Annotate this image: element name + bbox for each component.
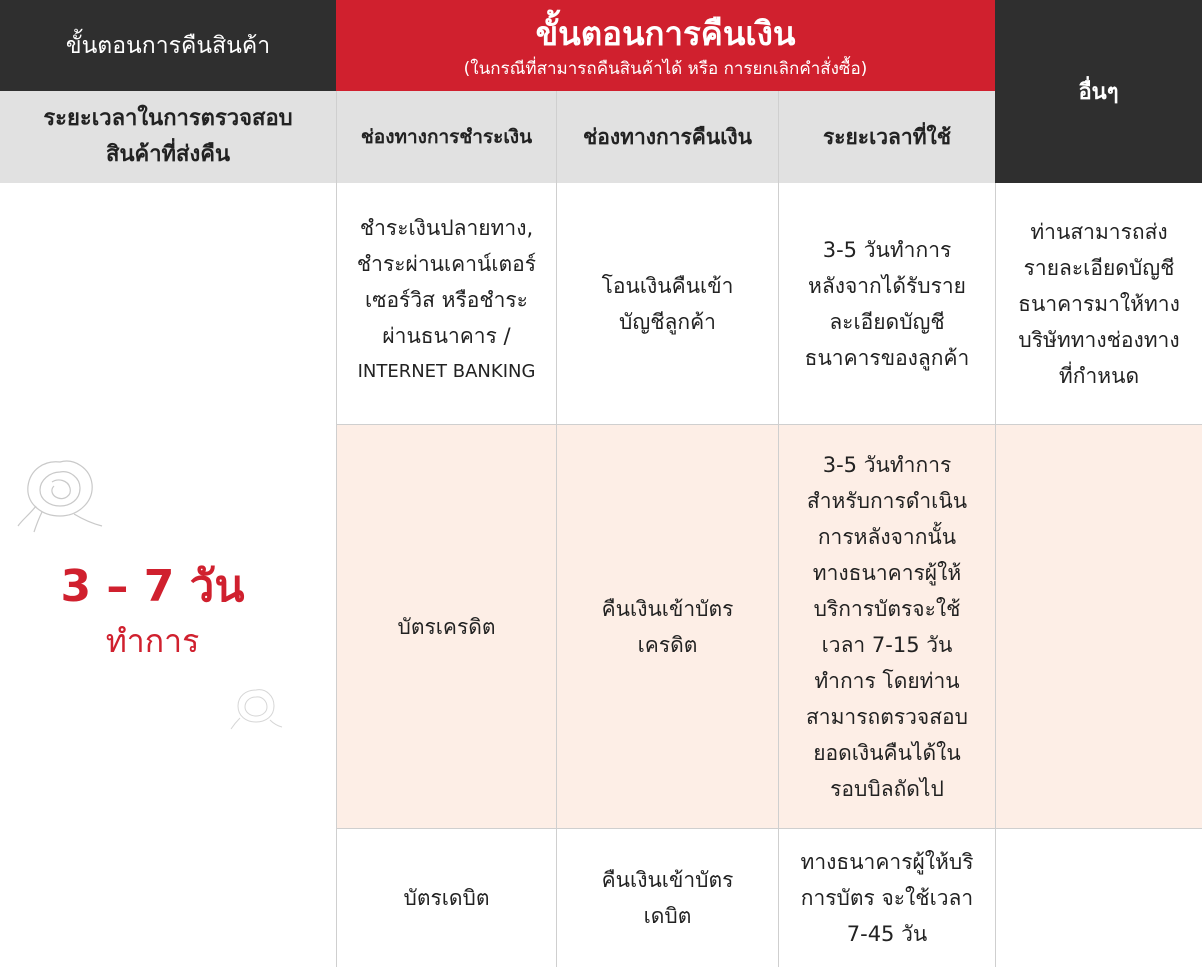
header-product-return-steps-label: ขั้นตอนการคืนสินค้า — [65, 32, 271, 59]
row2-refund: คืนเงินเข้าบัตร เครดิต — [601, 596, 734, 657]
header-refund-steps — [336, 0, 995, 91]
row3-payment: บัตรเดบิต — [403, 886, 490, 910]
row1-payment-text: ชำระเงินปลายทาง, ชำระผ่านเคาน์เตอร์ เซอร์วิส หรือชำระ ผ่านธนาคาร / — [356, 216, 537, 348]
header-other — [995, 0, 1202, 183]
rose-icon-small — [228, 682, 284, 732]
subheader-payment-channel: ช่องทางการชำระเงิน — [337, 91, 556, 183]
row1-refund: โอนเงินคืนเข้า บัญชีลูกค้า — [601, 274, 734, 334]
subheader-time-used: ระยะเวลาที่ใช้ — [779, 91, 995, 183]
inspection-days: 3 – 7 วัน — [60, 561, 245, 612]
subheader-inspection-period: ระยะเวลาในการตรวจสอบ สินค้าที่ส่งคืน — [0, 91, 336, 183]
inspection-unit: ทำการ — [105, 621, 200, 660]
row1-time: 3-5 วันทำการ หลังจากได้รับราย ละเอียดบัญชี ธนาคารของลูกค้า — [804, 238, 970, 370]
row3-time: ทางธนาคารผู้ให้บริ การบัตร จะใช้เวลา 7-45 วัน — [800, 850, 974, 946]
refund-steps-title: ขั้นตอนการคืนเงิน — [535, 13, 796, 53]
row1-payment-extra: INTERNET BANKING — [357, 361, 536, 382]
rose-icon — [12, 450, 108, 536]
row1-other: ท่านสามารถส่ง รายละเอียดบัญชี ธนาคารมาให้ทาง บริษัททางช่องทาง ที่กำหนด — [1018, 220, 1180, 388]
row1-payment — [337, 210, 556, 400]
rose-decoration-large — [12, 450, 108, 536]
row2-time: 3-5 วันทำการ สำหรับการดำเนิน การหลังจากนั้น ทางธนาคารผู้ให้ บริการบัตรจะใช้ เวลา 7-15 วัน ทำการ โดยท่าน สามารถตรวจสอบ ยอดเงินคืนได้ใน รอบบิลถัดไป — [805, 452, 968, 801]
row3-other — [996, 829, 1202, 967]
row2-other — [996, 425, 1202, 828]
header-other-label: อื่นๆ — [1078, 80, 1119, 105]
header-product-return-steps — [0, 0, 336, 91]
refund-steps-subtitle: (ในกรณีที่สามารถคืนสินค้าได้ หรือ การยกเลิกคำสั่งซื้อ) — [463, 58, 868, 79]
row2-payment: บัตรเครดิต — [397, 614, 496, 639]
row3-refund: คืนเงินเข้าบัตร เดบิต — [601, 868, 734, 928]
rose-decoration-small — [228, 682, 284, 732]
subheader-refund-channel: ช่องทางการคืนเงิน — [557, 91, 778, 183]
